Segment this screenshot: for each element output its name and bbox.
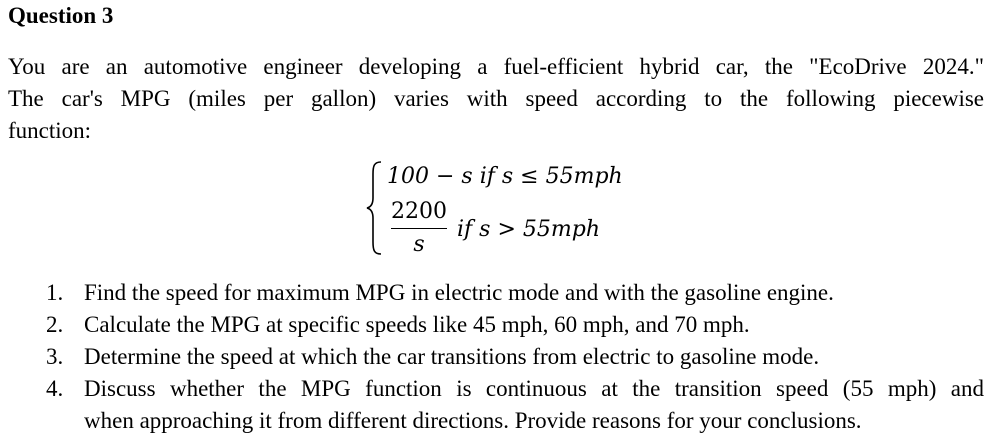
list-item-number: 1.: [46, 280, 64, 305]
piecewise-formula: [365, 158, 645, 270]
fraction-numerator: 2200: [391, 199, 447, 224]
list-item-number: 2.: [46, 312, 64, 337]
case2-condition: if s > 55mph: [457, 217, 600, 242]
list-item: [0, 341, 984, 373]
intro-line: function:: [8, 118, 92, 143]
list-item: [0, 277, 984, 309]
list-item: [0, 373, 984, 437]
list-item-text: Calculate the MPG at specific speeds like 45 mph, 60 mph, and 70 mph.: [84, 312, 750, 337]
left-brace: [365, 158, 385, 258]
fraction-bar: [391, 228, 447, 229]
list-item-number: 4.: [46, 376, 64, 401]
list-item-text: Determine the speed at which the car transitions from electric to gasoline mode.: [84, 344, 820, 369]
formula-case-1: [387, 162, 623, 192]
list-item-text: Find the speed for maximum MPG in electric mode and with the gasoline engine.: [84, 280, 834, 305]
list-item-number: 3.: [46, 344, 64, 369]
list-item: [0, 309, 984, 341]
formula-fraction: [387, 198, 451, 259]
case1-expression: 100 − s: [387, 164, 473, 189]
list-item-text: when approaching it from different directions. Provide reasons for your conclusions.: [84, 408, 862, 433]
intro-paragraph: [8, 51, 984, 147]
list-item-text: Discuss whether the MPG function is continuous at the transition speed (55 mph) and: [84, 376, 984, 401]
intro-line: You are an automotive engineer developing a fuel-efficient hybrid car, the "EcoDrive 2024.": [8, 54, 984, 79]
question-title: Question 3: [8, 3, 114, 28]
fraction-denominator: s: [413, 232, 425, 257]
case1-condition: if s ≤ 55mph: [479, 164, 623, 189]
task-list: [0, 277, 991, 437]
intro-line: The car's MPG (miles per gallon) varies with speed according to the following piecewise: [8, 86, 984, 111]
